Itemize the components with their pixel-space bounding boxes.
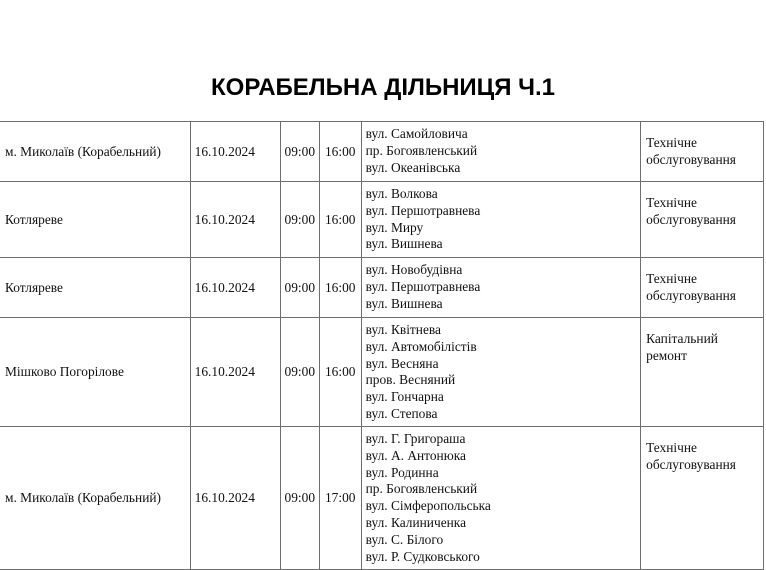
start-time-cell bbox=[280, 318, 319, 427]
table-row bbox=[0, 427, 764, 570]
end-time-text: 16:00 bbox=[324, 211, 356, 227]
work-type-line1: Технічне bbox=[646, 135, 697, 150]
street-item: вул. Р. Судковського bbox=[365, 548, 480, 564]
end-time-text: 16:00 bbox=[324, 279, 356, 295]
street-item: вул. Калиниченка bbox=[365, 514, 467, 530]
street-item: вул. Миру bbox=[365, 219, 424, 235]
settlement-cell bbox=[0, 122, 190, 182]
start-time-cell bbox=[280, 427, 319, 570]
streets-cell bbox=[361, 258, 641, 318]
date-cell bbox=[190, 318, 280, 427]
street-item: вул. С. Білого bbox=[365, 531, 444, 547]
date-text: 16.10.2024 bbox=[194, 490, 255, 505]
table-row bbox=[0, 182, 764, 258]
street-item: вул. Волкова bbox=[365, 186, 438, 201]
settlement-cell bbox=[0, 258, 190, 318]
date-cell bbox=[190, 258, 280, 318]
page-title: КОРАБЕЛЬНА ДІЛЬНИЦЯ Ч.1 bbox=[211, 74, 555, 101]
settlement-cell bbox=[0, 427, 190, 570]
street-item: вул. Вишнева bbox=[365, 295, 443, 311]
end-time-cell bbox=[319, 427, 361, 570]
table-row bbox=[0, 122, 764, 182]
settlement-text: м. Миколаїв (Корабельний) bbox=[5, 490, 161, 505]
street-item: вул. Весняна bbox=[365, 355, 439, 371]
start-time-text: 09:00 bbox=[284, 279, 316, 295]
start-time-text: 09:00 bbox=[284, 490, 316, 505]
end-time-cell bbox=[319, 318, 361, 427]
work-type-cell bbox=[641, 182, 764, 258]
work-type-text bbox=[646, 182, 763, 228]
streets-list bbox=[366, 182, 641, 253]
street-item: вул. Океанівська bbox=[365, 159, 461, 175]
work-type-line1: Технічне bbox=[646, 440, 697, 455]
street-item: вул. Степова bbox=[365, 405, 438, 421]
street-item: вул. Гончарна bbox=[365, 389, 444, 405]
work-type-cell bbox=[641, 427, 764, 570]
work-type-line1: Технічне bbox=[646, 271, 697, 286]
streets-cell bbox=[361, 318, 641, 427]
outage-schedule-table bbox=[0, 121, 764, 570]
street-item: пров. Весняний bbox=[365, 372, 456, 388]
work-type-line1: Технічне bbox=[646, 195, 697, 210]
date-text: 16.10.2024 bbox=[194, 364, 255, 379]
street-item: вул. Родинна bbox=[365, 464, 439, 480]
street-item: вул. Першотравнева bbox=[365, 202, 481, 218]
start-time-text: 09:00 bbox=[284, 211, 316, 227]
street-item: вул. Квітнева bbox=[365, 322, 441, 337]
date-cell bbox=[190, 427, 280, 570]
work-type-cell bbox=[641, 318, 764, 427]
street-item: вул. Автомобілістів bbox=[365, 338, 477, 354]
work-type-line2: обслуговування bbox=[646, 152, 736, 167]
streets-list bbox=[366, 427, 641, 565]
work-type-line2: обслуговування bbox=[646, 212, 736, 227]
work-type-line2: обслуговування bbox=[646, 288, 736, 303]
work-type-cell bbox=[641, 258, 764, 318]
streets-cell bbox=[361, 182, 641, 258]
streets-cell bbox=[361, 427, 641, 570]
streets-list bbox=[366, 318, 641, 423]
work-type-line1: Капітальний bbox=[646, 331, 718, 346]
end-time-cell bbox=[319, 258, 361, 318]
start-time-text: 09:00 bbox=[284, 143, 316, 159]
street-item: пр. Богоявленський bbox=[365, 142, 478, 158]
date-cell bbox=[190, 122, 280, 182]
settlement-text: Мішково Погорілове bbox=[5, 364, 124, 379]
settlement-cell bbox=[0, 182, 190, 258]
date-cell bbox=[190, 182, 280, 258]
table-row bbox=[0, 318, 764, 427]
work-type-line2: ремонт bbox=[646, 348, 687, 363]
end-time-text: 16:00 bbox=[324, 364, 356, 379]
street-item: вул. Вишнева bbox=[365, 236, 443, 252]
end-time-cell bbox=[319, 182, 361, 258]
settlement-text: Котляреве bbox=[5, 279, 63, 295]
settlement-cell bbox=[0, 318, 190, 427]
streets-list bbox=[366, 122, 641, 176]
end-time-cell bbox=[319, 122, 361, 182]
work-type-text bbox=[646, 318, 763, 364]
street-item: вул. Першотравнева bbox=[365, 278, 481, 294]
settlement-text: Котляреве bbox=[5, 211, 63, 227]
table-row bbox=[0, 258, 764, 318]
start-time-cell bbox=[280, 182, 319, 258]
start-time-cell bbox=[280, 258, 319, 318]
street-item: вул. А. Антонюка bbox=[365, 447, 466, 463]
settlement-text: м. Миколаїв (Корабельний) bbox=[5, 143, 161, 159]
work-type-line2: обслуговування bbox=[646, 457, 736, 472]
streets-list bbox=[366, 258, 641, 312]
date-text: 16.10.2024 bbox=[194, 211, 255, 227]
work-type-text bbox=[646, 122, 763, 168]
work-type-text bbox=[646, 427, 763, 473]
date-text: 16.10.2024 bbox=[194, 279, 255, 295]
end-time-text: 16:00 bbox=[324, 143, 356, 159]
schedule-table-body bbox=[0, 122, 764, 570]
start-time-cell bbox=[280, 122, 319, 182]
streets-cell bbox=[361, 122, 641, 182]
street-item: вул. Г. Григораша bbox=[365, 431, 466, 446]
street-item: вул. Самойловича bbox=[365, 126, 468, 141]
date-text: 16.10.2024 bbox=[194, 143, 255, 159]
street-item: вул. Сімферопольська bbox=[365, 498, 491, 514]
work-type-cell bbox=[641, 122, 764, 182]
work-type-text bbox=[646, 258, 763, 304]
start-time-text: 09:00 bbox=[284, 364, 316, 379]
end-time-text: 17:00 bbox=[324, 490, 356, 505]
street-item: вул. Новобудівна bbox=[365, 262, 463, 277]
street-item: пр. Богоявленський bbox=[365, 481, 478, 497]
